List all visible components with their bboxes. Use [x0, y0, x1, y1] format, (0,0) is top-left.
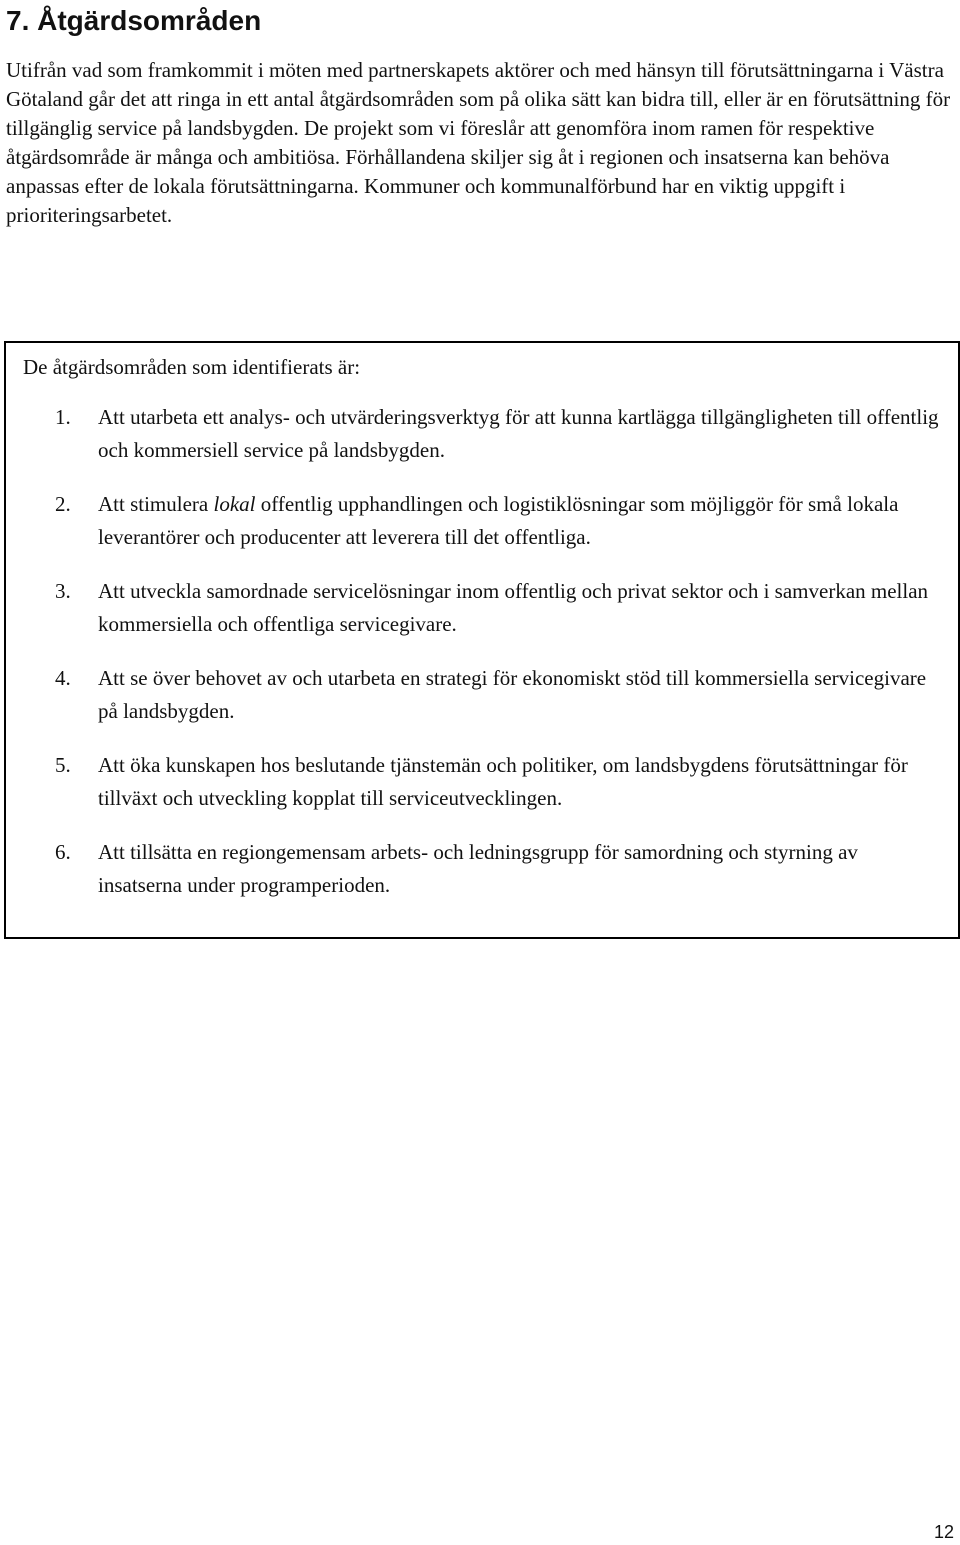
- item-number: 1.: [55, 405, 71, 429]
- item-text: Att utarbeta ett analys- och utvärderingsverktyg för att kunna kartlägga tillgängligheten till offentlig och kommersiell service på landsbygden.: [98, 405, 939, 462]
- item-text: Att öka kunskapen hos beslutande tjänstemän och politiker, om landsbygdens förutsättningar för tillväxt och utveckling kopplat till serviceutvecklingen.: [98, 753, 908, 810]
- action-area-item: [6, 836, 958, 902]
- action-areas-list: [6, 401, 958, 923]
- action-area-item: [6, 401, 958, 467]
- item-number: 5.: [55, 753, 71, 777]
- item-text: Att se över behovet av och utarbeta en strategi för ekonomiskt stöd till kommersiella servicegivare på landsbygden.: [98, 666, 927, 723]
- item-text: Att utveckla samordnade servicelösningar inom offentlig och privat sektor och i samverkan mellan kommersiella och offentliga servicegivare.: [98, 579, 929, 636]
- item-text-start: Att stimulera: [98, 492, 214, 516]
- section-heading: 7. Åtgärdsområden: [6, 5, 262, 36]
- item-text: Att tillsätta en regiongemensam arbets- och ledningsgrupp för samordning och styrning av insatserna under programperioden.: [98, 840, 858, 897]
- item-number: 6.: [55, 840, 71, 864]
- item-number: 2.: [55, 492, 71, 516]
- action-area-item: [6, 488, 958, 554]
- item-text-emphasis: lokal: [213, 492, 256, 516]
- item-number: 3.: [55, 579, 71, 603]
- item-number: 4.: [55, 666, 71, 690]
- action-areas-title: De åtgärdsområden som identifierats är:: [23, 355, 361, 379]
- action-area-item: [6, 662, 958, 728]
- action-area-item: [6, 575, 958, 641]
- item-text-end: offentlig upphandlingen och logistiklösningar som möjliggör för små lokala leverantörer och producenter att leverera till det offentliga.: [98, 492, 899, 549]
- intro-paragraph: Utifrån vad som framkommit i möten med partnerskapets aktörer och med hänsyn till förutsättningarna i Västra Götaland går det att ringa in ett antal åtgärdsområden som på olika sätt kan bidra till, eller är en förutsättning för tillgänglig service på landsbygden. De projekt som vi föreslår att genomföra inom ramen för respektive åtgärdsområde är många och ambitiösa. Förhållandena skiljer sig åt i regionen och insatserna kan behöva anpassas efter de lokala förutsättningarna. Kommuner och kommunalförbund har en viktig uppgift i prioriteringsarbetet.: [6, 58, 951, 227]
- action-area-item: [6, 749, 958, 815]
- action-areas-box: [4, 341, 960, 939]
- page-number: 12: [933, 1522, 954, 1542]
